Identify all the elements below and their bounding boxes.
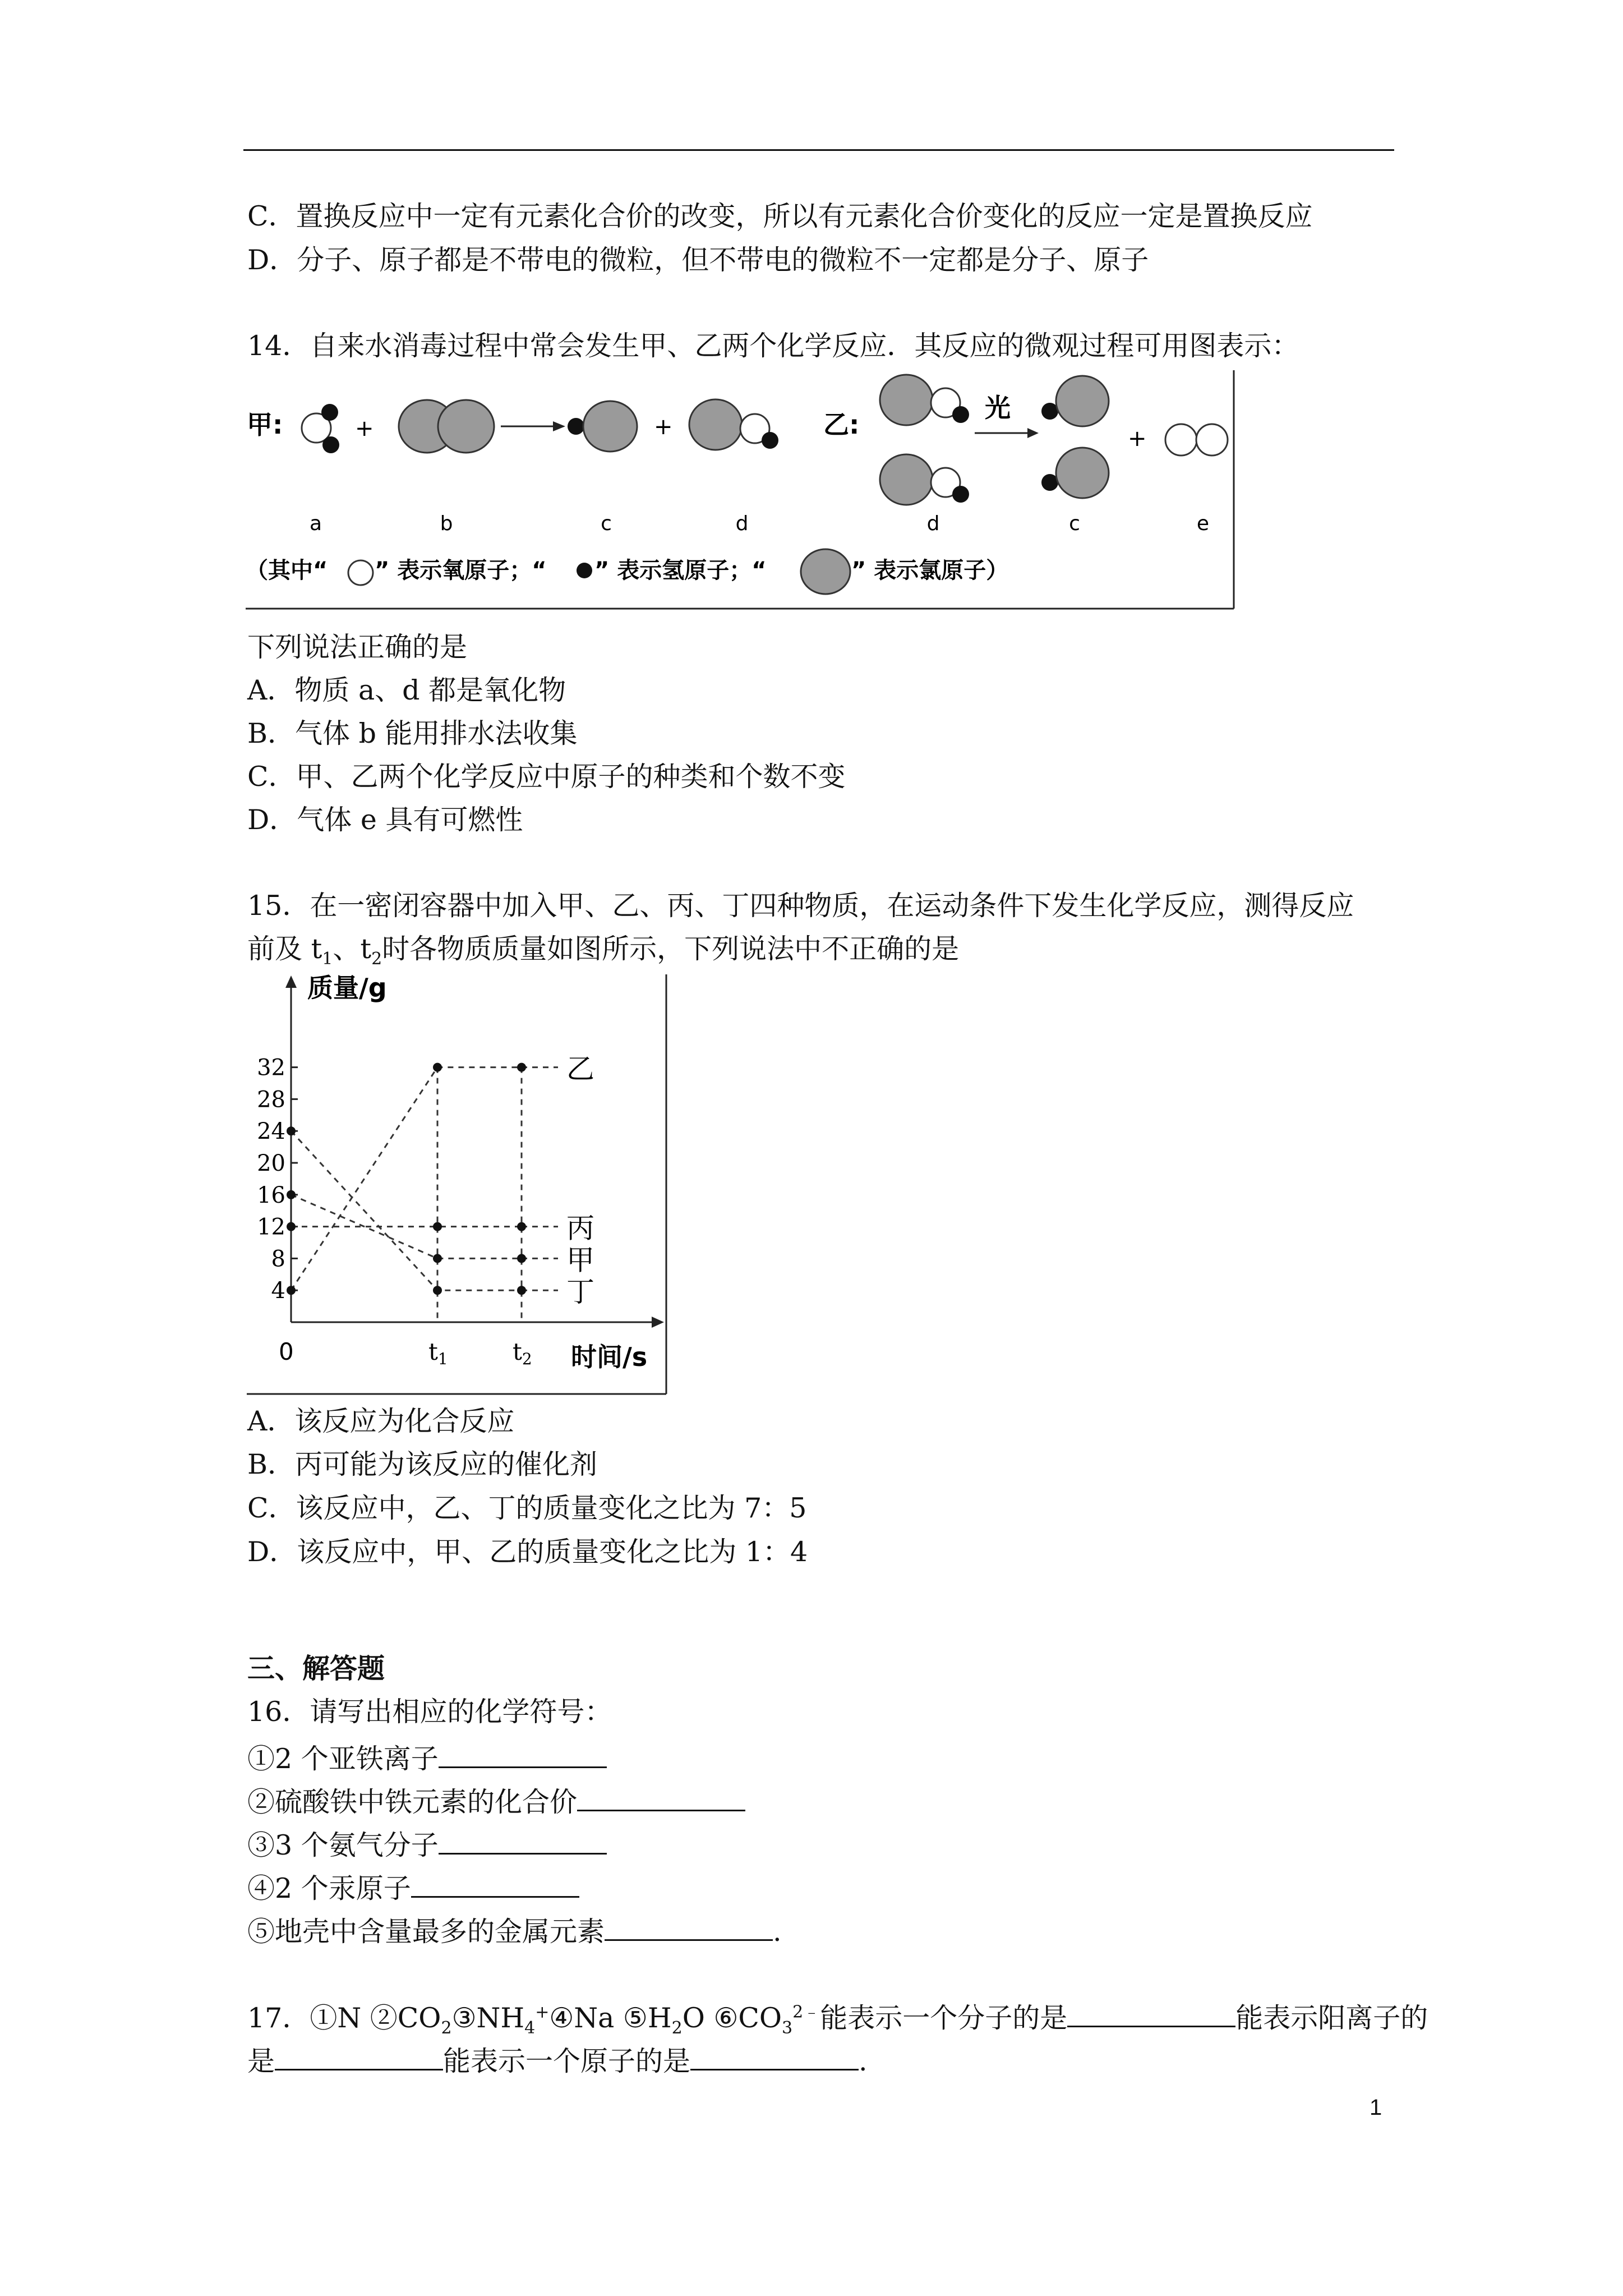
answer-blank[interactable]	[690, 2042, 859, 2070]
molecule-d-2	[880, 454, 969, 505]
q15-option-b: B．丙可能为该反应的催化剂	[247, 1448, 598, 1480]
letter-e: e	[1196, 512, 1210, 535]
reaction-yi-label: 乙:	[823, 409, 860, 440]
q15-stem-line2: 前及 $t_1$、$t_2$时各物质质量如图所示，下列说法中不正确的是	[247, 933, 960, 969]
data-point	[287, 1286, 296, 1295]
x-tick-label: t2	[513, 1338, 532, 1368]
molecule-d	[689, 399, 778, 450]
q14-stem: 14．自来水消毒过程中常会发生甲、乙两个化学反应．其反应的微观过程可用图表示：	[247, 330, 1299, 362]
q15-option-a: A．该反应为化合反应	[247, 1405, 515, 1437]
molecule-c	[568, 401, 637, 452]
letter-c: c	[601, 512, 612, 535]
q17-line1: 17．①N $②CO_2③NH_4^+④Na$ $⑤H_2O$ $⑥CO_3^{2﹣}$能表示一个分子的是 能表示阳离子的	[247, 1999, 1428, 2039]
letter-b: b	[440, 512, 453, 535]
reaction-jia-label: 甲:	[247, 409, 283, 440]
q16-item-3: ③3 个氨气分子	[247, 1826, 607, 1862]
series-line-丁	[291, 1131, 522, 1290]
svg-text:” 表示氧原子；“: ” 表示氧原子；“	[375, 558, 547, 583]
series-label: 丁	[566, 1276, 594, 1309]
series-label: 甲	[566, 1244, 594, 1277]
x-axis-label: 时间/s	[571, 1342, 648, 1372]
data-point	[287, 1222, 296, 1231]
series-label: 乙	[566, 1052, 594, 1085]
mass-time-chart	[247, 973, 673, 1397]
y-tick-label: 12	[257, 1214, 285, 1240]
svg-text:+: +	[1128, 426, 1147, 452]
header-rule	[243, 149, 1394, 151]
q14-option-d: D．气体 e 具有可燃性	[247, 804, 523, 836]
y-tick-label: 16	[257, 1182, 285, 1208]
molecule-c-2	[1041, 448, 1109, 498]
answer-blank[interactable]	[275, 2042, 443, 2070]
molecule-e	[1165, 424, 1228, 455]
reaction-diagram	[246, 367, 1238, 611]
answer-blank[interactable]	[411, 1869, 579, 1898]
q14-option-c: C．甲、乙两个化学反应中原子的种类和个数不变	[247, 761, 846, 793]
y-tick-label: 4	[271, 1278, 285, 1304]
letter-d-2: d	[926, 512, 940, 535]
svg-text:+: +	[654, 414, 673, 440]
data-point	[517, 1286, 526, 1295]
q15-option-c: C．该反应中，乙、丁的质量变化之比为 7：5	[247, 1492, 807, 1524]
data-point	[287, 1126, 296, 1135]
data-point	[287, 1190, 296, 1199]
q16-item-5: ⑤地壳中含量最多的金属元素 .	[247, 1912, 782, 1949]
molecule-a	[302, 404, 339, 453]
svg-text:” 表示氯原子）: ” 表示氯原子）	[851, 558, 1009, 583]
answer-blank[interactable]	[439, 1826, 607, 1855]
y-axis-label: 质量/g	[307, 973, 387, 1003]
svg-text:+: +	[355, 416, 374, 441]
q13-option-c: C．置换反应中一定有元素化合价的改变，所以有元素化合价变化的反应一定是置换反应	[247, 200, 1313, 232]
q16-item-2: ②硫酸铁中铁元素的化合价	[247, 1783, 745, 1819]
q14-prompt: 下列说法正确的是	[247, 631, 468, 663]
data-point	[517, 1063, 526, 1072]
data-point	[433, 1286, 442, 1295]
section-title: 三、解答题	[247, 1653, 385, 1685]
q14-option-a: A．物质 a、d 都是氧化物	[247, 674, 566, 706]
molecule-c-1	[1041, 376, 1109, 426]
letter-d: d	[735, 512, 749, 535]
molecule-d-1	[880, 375, 969, 425]
q16-item-1: ①2 个亚铁离子	[247, 1740, 607, 1776]
answer-blank[interactable]	[605, 1912, 773, 1941]
q13-option-d: D．分子、原子都是不带电的微粒，但不带电的微粒不一定都是分子、原子	[247, 244, 1149, 276]
q16-item-4: ④2 个汞原子	[247, 1869, 579, 1906]
y-tick-label: 24	[257, 1119, 285, 1145]
q17-line2: 是 能表示一个原子的是 .	[247, 2042, 868, 2078]
svg-text:（其中“: （其中“	[246, 558, 328, 583]
x-axis-arrow	[652, 1317, 664, 1328]
series-label: 丙	[566, 1212, 594, 1245]
data-point	[433, 1254, 442, 1263]
molecule-b	[399, 400, 494, 453]
data-point	[433, 1063, 442, 1072]
answer-blank[interactable]	[439, 1740, 607, 1768]
letter-a: a	[309, 512, 322, 535]
data-point	[517, 1254, 526, 1263]
q14-option-b: B．气体 b 能用排水法收集	[247, 717, 578, 749]
x-tick-label: 0	[279, 1338, 294, 1365]
y-tick-label: 28	[257, 1087, 285, 1113]
q15-option-d: D．该反应中，甲、乙的质量变化之比为 1：4	[247, 1536, 808, 1568]
data-point	[517, 1222, 526, 1231]
answer-blank[interactable]	[1067, 1999, 1235, 2027]
diagram-legend	[246, 549, 1008, 594]
q16-stem: 16．请写出相应的化学符号：	[247, 1696, 612, 1728]
y-axis-arrow	[285, 976, 297, 988]
light-label: 光	[985, 393, 1011, 423]
letter-c-2: c	[1069, 512, 1080, 535]
y-tick-label: 20	[257, 1151, 285, 1176]
answer-blank[interactable]	[577, 1783, 745, 1811]
data-point	[433, 1222, 442, 1231]
svg-text:” 表示氢原子；“: ” 表示氢原子；“	[594, 558, 767, 583]
y-tick-label: 8	[271, 1246, 285, 1272]
page-number: 1	[1370, 2095, 1382, 2120]
y-tick-label: 32	[257, 1055, 285, 1081]
q15-stem-line1: 15．在一密闭容器中加入甲、乙、丙、丁四种物质，在运动条件下发生化学反应，测得反应	[247, 890, 1354, 922]
x-tick-label: t1	[428, 1338, 448, 1368]
